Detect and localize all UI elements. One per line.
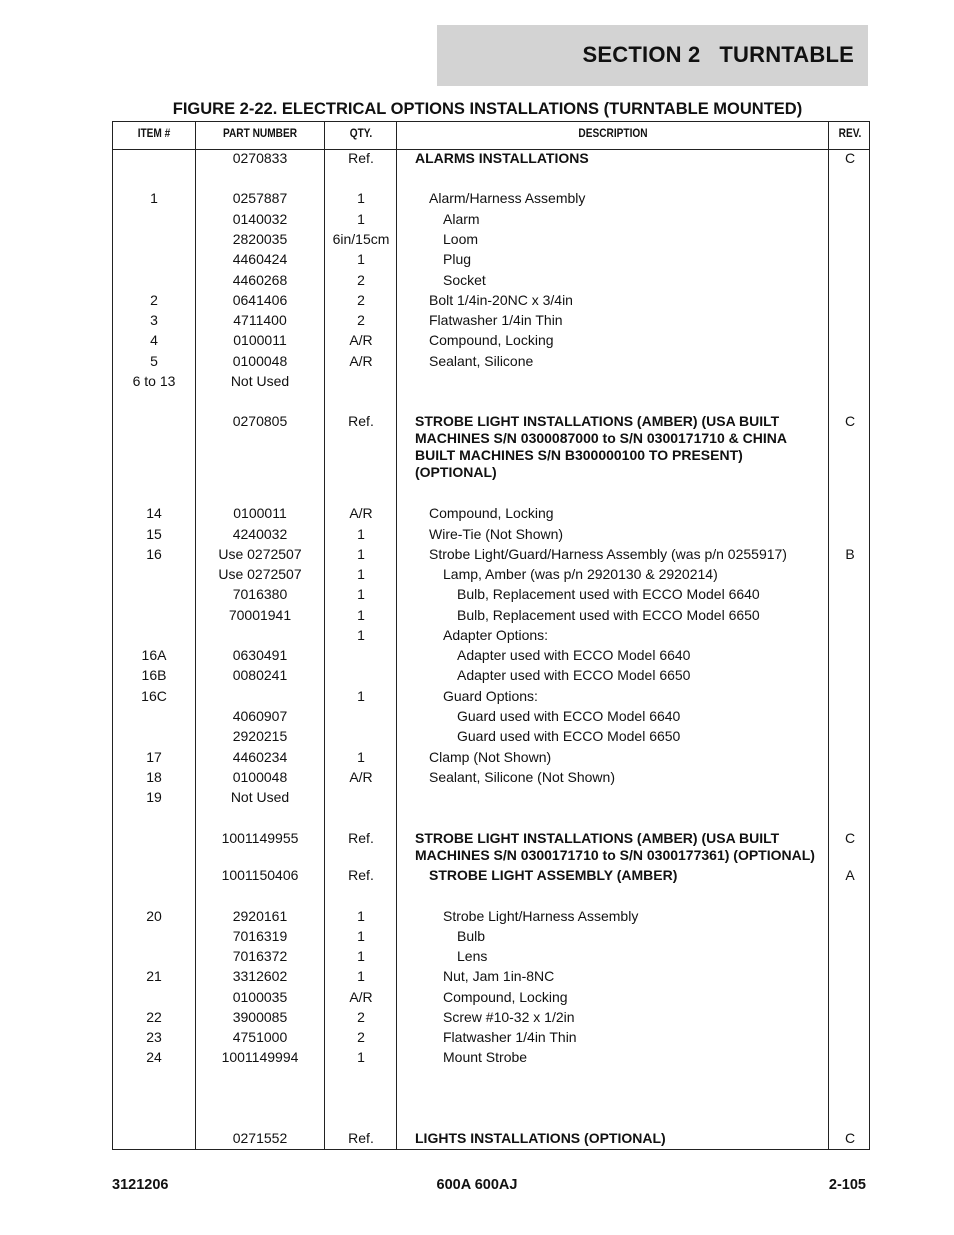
description-cell: Wire-Tie (Not Shown) [429, 526, 564, 542]
part-number-cell: 1001149994 [221, 1049, 299, 1065]
part-number-cell: 3312602 [232, 968, 288, 984]
part-number-cell: 4460234 [232, 749, 288, 765]
description-cell: STROBE LIGHT INSTALLATIONS (AMBER) (USA BUILT MACHINES S/N 0300171710 to S/N 0300177361) (OPTIONAL) [415, 830, 815, 863]
description-cell: Flatwasher 1/4in Thin [443, 1029, 577, 1045]
description-cell: Strobe Light/Guard/Harness Assembly (was p/n 0255917) [429, 546, 787, 562]
quantity-cell: 1 [357, 1049, 365, 1065]
part-number-cell: 0140032 [232, 211, 288, 227]
quantity-cell: 1 [357, 526, 365, 542]
quantity-cell: 2 [357, 292, 365, 308]
quantity-cell: Ref. [348, 830, 374, 846]
part-number-cell: 3900085 [232, 1009, 288, 1025]
item-number-cell: 20 [146, 908, 162, 924]
quantity-cell: Ref. [348, 413, 374, 429]
description-cell: Strobe Light/Harness Assembly [443, 908, 639, 924]
part-number-cell: Not Used [230, 789, 290, 805]
description-cell: LIGHTS INSTALLATIONS (OPTIONAL) [415, 1130, 666, 1146]
part-number-cell: 1001150406 [221, 867, 299, 883]
quantity-cell: 1 [357, 546, 365, 562]
item-number-cell: 17 [146, 749, 162, 765]
part-number-cell: 0080241 [232, 667, 288, 683]
quantity-cell: Ref. [348, 1130, 374, 1146]
description-cell: Bulb [457, 928, 486, 944]
quantity-cell: 1 [357, 586, 365, 602]
quantity-cell: 1 [357, 566, 365, 582]
part-number-cell: 4060907 [232, 708, 288, 724]
part-number-cell: 0257887 [232, 190, 288, 206]
description-cell: Nut, Jam 1in-8NC [443, 968, 555, 984]
part-number-cell: 0100035 [232, 989, 288, 1005]
description-cell: Mount Strobe [443, 1049, 528, 1065]
description-cell: Screw #10-32 x 1/2in [443, 1009, 575, 1025]
part-number-cell: 0630491 [232, 647, 288, 663]
description-cell: ALARMS INSTALLATIONS [415, 150, 589, 166]
quantity-cell: A/R [349, 332, 373, 348]
item-number-cell: 21 [146, 968, 162, 984]
footer-page-number: 2-105 [828, 1177, 866, 1193]
part-number-cell: 7016380 [232, 586, 288, 602]
item-number-cell: 3 [150, 312, 158, 328]
part-number-cell: 0270805 [232, 413, 288, 429]
column-header-qty: QTY. [349, 128, 373, 140]
description-cell: Compound, Locking [429, 332, 554, 348]
quantity-cell: 1 [357, 607, 365, 623]
description-cell: Compound, Locking [443, 989, 568, 1005]
description-cell: Socket [443, 272, 486, 288]
part-number-cell: 7016319 [232, 928, 288, 944]
quantity-cell: 1 [357, 251, 365, 267]
description-cell: Guard used with ECCO Model 6640 [457, 708, 681, 724]
part-number-cell: 0641406 [232, 292, 288, 308]
description-cell: Adapter used with ECCO Model 6640 [457, 647, 691, 663]
section-header-band [437, 25, 868, 86]
column-header-part-number: PART NUMBER [222, 128, 298, 140]
item-number-cell: 18 [146, 769, 162, 785]
item-number-cell: 16C [141, 688, 167, 704]
revision-cell: A [845, 867, 855, 883]
item-number-cell: 16 [146, 546, 162, 562]
quantity-cell: 2 [357, 272, 365, 288]
description-cell: Guard used with ECCO Model 6650 [457, 728, 681, 744]
part-number-cell: 4460268 [232, 272, 288, 288]
description-cell: Compound, Locking [429, 505, 554, 521]
part-number-cell: 0100048 [232, 769, 288, 785]
description-cell: Loom [443, 231, 479, 247]
description-cell: Alarm [443, 211, 480, 227]
description-cell: Sealant, Silicone [429, 353, 534, 369]
part-number-cell: 2920215 [232, 728, 288, 744]
part-number-cell: Use 0272507 [218, 546, 302, 562]
item-number-cell: 5 [150, 353, 158, 369]
part-number-cell: 4711400 [233, 312, 287, 328]
item-number-cell: 19 [146, 789, 162, 805]
part-number-cell: 2820035 [232, 231, 288, 247]
quantity-cell: 2 [357, 1029, 365, 1045]
part-number-cell: 2920161 [232, 908, 288, 924]
description-cell: Adapter used with ECCO Model 6650 [457, 667, 691, 683]
part-number-cell: 70001941 [228, 607, 292, 623]
description-cell: Lamp, Amber (was p/n 2920130 & 2920214) [443, 566, 718, 582]
description-cell: Bolt 1/4in-20NC x 3/4in [429, 292, 573, 308]
description-cell: Adapter Options: [443, 627, 549, 643]
part-number-cell: 0271552 [232, 1130, 288, 1146]
part-number-cell: 4460424 [232, 251, 288, 267]
part-number-cell: 0100048 [232, 353, 288, 369]
description-cell: STROBE LIGHT INSTALLATIONS (AMBER) (USA BUILT MACHINES S/N 0300087000 to S/N 0300171710 & CHINA BUILT MACHINES S/N B300000100 TO PRESENT) (OPTIONAL) [415, 413, 787, 480]
part-number-cell: 1001149955 [221, 830, 299, 846]
description-cell: Bulb, Replacement used with ECCO Model 6640 [457, 586, 760, 602]
quantity-cell: 2 [357, 312, 365, 328]
quantity-cell: 1 [357, 948, 365, 964]
revision-cell: C [844, 1130, 856, 1146]
part-number-cell: 4751000 [232, 1029, 288, 1045]
column-header-item: ITEM # [137, 128, 171, 140]
description-cell: STROBE LIGHT ASSEMBLY (AMBER) [429, 867, 678, 883]
quantity-cell: 2 [357, 1009, 365, 1025]
description-cell: Alarm/Harness Assembly [429, 190, 586, 206]
quantity-cell: 1 [357, 908, 365, 924]
description-cell: Lens [457, 948, 488, 964]
item-number-cell: 2 [150, 292, 158, 308]
quantity-cell: 1 [357, 749, 365, 765]
quantity-cell: A/R [349, 505, 373, 521]
description-cell: Clamp (Not Shown) [429, 749, 552, 765]
quantity-cell: 1 [357, 211, 365, 227]
column-header-rev: REV. [838, 128, 862, 140]
quantity-cell: 1 [357, 688, 365, 704]
quantity-cell: Ref. [348, 867, 374, 883]
quantity-cell: A/R [349, 353, 373, 369]
item-number-cell: 15 [146, 526, 162, 542]
part-number-cell: 0270833 [232, 150, 288, 166]
part-number-cell: 0100011 [233, 505, 287, 521]
column-header-description: DESCRIPTION [578, 128, 648, 140]
quantity-cell: 6in/15cm [332, 231, 390, 247]
quantity-cell: 1 [357, 968, 365, 984]
revision-cell: B [845, 546, 855, 562]
description-cell: Plug [443, 251, 472, 267]
item-number-cell: 6 to 13 [132, 373, 176, 389]
quantity-cell: A/R [349, 989, 373, 1005]
item-number-cell: 16B [141, 667, 167, 683]
section-title: SECTION 2 TURNTABLE [582, 42, 854, 67]
description-cell: Flatwasher 1/4in Thin [429, 312, 563, 328]
item-number-cell: 23 [146, 1029, 162, 1045]
description-cell: Guard Options: [443, 688, 538, 704]
item-number-cell: 22 [146, 1009, 162, 1025]
description-cell: Bulb, Replacement used with ECCO Model 6650 [457, 607, 760, 623]
part-number-cell: Use 0272507 [218, 566, 302, 582]
column-divider [828, 122, 829, 1149]
quantity-cell: Ref. [348, 150, 374, 166]
quantity-cell: 1 [357, 190, 365, 206]
item-number-cell: 4 [150, 332, 158, 348]
part-number-cell: 4240032 [232, 526, 288, 542]
part-number-cell: Not Used [230, 373, 290, 389]
footer-doc-number: 3121206 [112, 1177, 169, 1193]
quantity-cell: 1 [357, 928, 365, 944]
item-number-cell: 16A [141, 647, 167, 663]
revision-cell: C [844, 413, 856, 429]
description-cell: Sealant, Silicone (Not Shown) [429, 769, 615, 785]
part-number-cell: 7016372 [232, 948, 288, 964]
item-number-cell: 14 [146, 505, 162, 521]
quantity-cell: A/R [349, 769, 373, 785]
item-number-cell: 1 [150, 190, 158, 206]
quantity-cell: 1 [357, 627, 365, 643]
parts-table [112, 121, 870, 1150]
part-number-cell: 0100011 [233, 332, 287, 348]
revision-cell: C [844, 150, 856, 166]
figure-title: FIGURE 2-22. ELECTRICAL OPTIONS INSTALLATIONS (TURNTABLE MOUNTED) [172, 100, 803, 118]
revision-cell: C [844, 830, 856, 846]
item-number-cell: 24 [146, 1049, 162, 1065]
footer-model: 600A 600AJ [436, 1177, 518, 1193]
